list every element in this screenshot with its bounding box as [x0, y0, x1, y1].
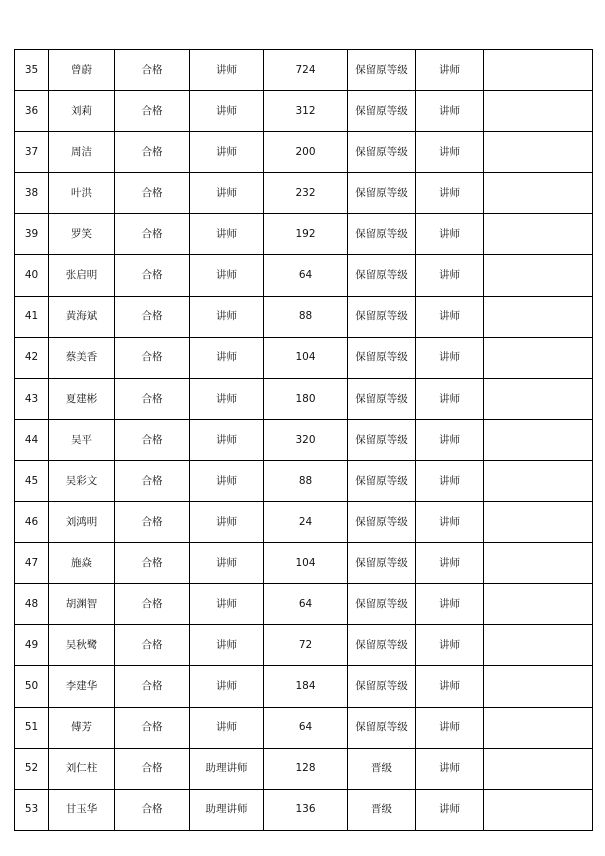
assessment-result-cell: 合格: [115, 584, 190, 625]
teacher-name-cell: 李建华: [49, 666, 115, 707]
current-title-cell: 讲师: [190, 337, 264, 378]
row-number-cell: 47: [15, 543, 49, 584]
assessment-result-cell: 合格: [115, 625, 190, 666]
remark-cell: [484, 50, 593, 91]
assessment-result-cell: 合格: [115, 296, 190, 337]
teacher-name-cell: 吴彩文: [49, 460, 115, 501]
decision-cell: 保留原等级: [348, 255, 416, 296]
decision-cell: 保留原等级: [348, 50, 416, 91]
assessment-result-cell: 合格: [115, 91, 190, 132]
assigned-level-cell: 讲师: [416, 625, 484, 666]
decision-cell: 保留原等级: [348, 625, 416, 666]
remark-cell: [484, 214, 593, 255]
table-row: [15, 173, 593, 214]
table-row: [15, 132, 593, 173]
hours-value-cell: 724: [264, 50, 348, 91]
row-number-cell: 46: [15, 502, 49, 543]
remark-cell: [484, 625, 593, 666]
remark-cell: [484, 502, 593, 543]
table-row: [15, 748, 593, 789]
hours-value-cell: 88: [264, 296, 348, 337]
remark-cell: [484, 378, 593, 419]
row-number-cell: 37: [15, 132, 49, 173]
current-title-cell: 讲师: [190, 132, 264, 173]
assessment-result-cell: 合格: [115, 666, 190, 707]
assessment-result-cell: 合格: [115, 419, 190, 460]
assessment-result-cell: 合格: [115, 748, 190, 789]
decision-cell: 保留原等级: [348, 502, 416, 543]
decision-cell: 保留原等级: [348, 460, 416, 501]
table-row: [15, 419, 593, 460]
hours-value-cell: 200: [264, 132, 348, 173]
assessment-result-cell: 合格: [115, 50, 190, 91]
table-row: [15, 789, 593, 830]
decision-cell: 保留原等级: [348, 173, 416, 214]
current-title-cell: 讲师: [190, 666, 264, 707]
row-number-cell: 44: [15, 419, 49, 460]
teacher-name-cell: 吴秋鹭: [49, 625, 115, 666]
assigned-level-cell: 讲师: [416, 173, 484, 214]
teacher-name-cell: 周洁: [49, 132, 115, 173]
decision-cell: 保留原等级: [348, 584, 416, 625]
current-title-cell: 讲师: [190, 91, 264, 132]
table-row: [15, 707, 593, 748]
table-body: [15, 50, 593, 831]
remark-cell: [484, 666, 593, 707]
row-number-cell: 50: [15, 666, 49, 707]
remark-cell: [484, 173, 593, 214]
hours-value-cell: 312: [264, 91, 348, 132]
assessment-result-cell: 合格: [115, 255, 190, 296]
table-row: [15, 296, 593, 337]
teacher-name-cell: 刘莉: [49, 91, 115, 132]
current-title-cell: 讲师: [190, 707, 264, 748]
assigned-level-cell: 讲师: [416, 748, 484, 789]
table-row: [15, 214, 593, 255]
assessment-result-cell: 合格: [115, 132, 190, 173]
hours-value-cell: 64: [264, 707, 348, 748]
hours-value-cell: 180: [264, 378, 348, 419]
remark-cell: [484, 707, 593, 748]
assessment-result-cell: 合格: [115, 543, 190, 584]
teacher-name-cell: 吴平: [49, 419, 115, 460]
decision-cell: 保留原等级: [348, 337, 416, 378]
row-number-cell: 42: [15, 337, 49, 378]
decision-cell: 保留原等级: [348, 91, 416, 132]
decision-cell: 保留原等级: [348, 378, 416, 419]
hours-value-cell: 192: [264, 214, 348, 255]
teacher-name-cell: 刘仁柱: [49, 748, 115, 789]
assigned-level-cell: 讲师: [416, 296, 484, 337]
table-row: [15, 625, 593, 666]
row-number-cell: 45: [15, 460, 49, 501]
table-row: [15, 378, 593, 419]
assigned-level-cell: 讲师: [416, 460, 484, 501]
hours-value-cell: 104: [264, 543, 348, 584]
hours-value-cell: 104: [264, 337, 348, 378]
table-row: [15, 460, 593, 501]
row-number-cell: 40: [15, 255, 49, 296]
assigned-level-cell: 讲师: [416, 789, 484, 830]
teacher-name-cell: 甘玉华: [49, 789, 115, 830]
current-title-cell: 讲师: [190, 296, 264, 337]
table-row: [15, 50, 593, 91]
hours-value-cell: 24: [264, 502, 348, 543]
table-row: [15, 543, 593, 584]
table-row: [15, 584, 593, 625]
remark-cell: [484, 337, 593, 378]
row-number-cell: 35: [15, 50, 49, 91]
assigned-level-cell: 讲师: [416, 50, 484, 91]
teacher-name-cell: 胡渊智: [49, 584, 115, 625]
remark-cell: [484, 91, 593, 132]
row-number-cell: 38: [15, 173, 49, 214]
assigned-level-cell: 讲师: [416, 502, 484, 543]
teacher-name-cell: 曾蔚: [49, 50, 115, 91]
row-number-cell: 49: [15, 625, 49, 666]
assessment-result-cell: 合格: [115, 707, 190, 748]
remark-cell: [484, 543, 593, 584]
assessment-table: [14, 49, 593, 831]
row-number-cell: 48: [15, 584, 49, 625]
decision-cell: 保留原等级: [348, 707, 416, 748]
assessment-result-cell: 合格: [115, 337, 190, 378]
row-number-cell: 53: [15, 789, 49, 830]
teacher-name-cell: 叶洪: [49, 173, 115, 214]
assigned-level-cell: 讲师: [416, 707, 484, 748]
remark-cell: [484, 748, 593, 789]
current-title-cell: 助理讲师: [190, 789, 264, 830]
assigned-level-cell: 讲师: [416, 214, 484, 255]
teacher-name-cell: 蔡美香: [49, 337, 115, 378]
teacher-name-cell: 夏建彬: [49, 378, 115, 419]
teacher-name-cell: 施焱: [49, 543, 115, 584]
table-row: [15, 255, 593, 296]
assessment-result-cell: 合格: [115, 502, 190, 543]
table-row: [15, 337, 593, 378]
table-row: [15, 666, 593, 707]
current-title-cell: 助理讲师: [190, 748, 264, 789]
remark-cell: [484, 789, 593, 830]
decision-cell: 保留原等级: [348, 132, 416, 173]
table-row: [15, 91, 593, 132]
decision-cell: 保留原等级: [348, 666, 416, 707]
current-title-cell: 讲师: [190, 378, 264, 419]
teacher-name-cell: 黄海斌: [49, 296, 115, 337]
decision-cell: 保留原等级: [348, 214, 416, 255]
decision-cell: 保留原等级: [348, 543, 416, 584]
remark-cell: [484, 255, 593, 296]
assessment-result-cell: 合格: [115, 378, 190, 419]
current-title-cell: 讲师: [190, 584, 264, 625]
assigned-level-cell: 讲师: [416, 378, 484, 419]
decision-cell: 晋级: [348, 789, 416, 830]
assigned-level-cell: 讲师: [416, 337, 484, 378]
remark-cell: [484, 132, 593, 173]
assigned-level-cell: 讲师: [416, 419, 484, 460]
assigned-level-cell: 讲师: [416, 543, 484, 584]
assessment-result-cell: 合格: [115, 460, 190, 501]
table-row: [15, 502, 593, 543]
current-title-cell: 讲师: [190, 419, 264, 460]
assigned-level-cell: 讲师: [416, 666, 484, 707]
teacher-name-cell: 张启明: [49, 255, 115, 296]
teacher-name-cell: 刘鸿明: [49, 502, 115, 543]
current-title-cell: 讲师: [190, 50, 264, 91]
assessment-result-cell: 合格: [115, 214, 190, 255]
hours-value-cell: 184: [264, 666, 348, 707]
remark-cell: [484, 460, 593, 501]
row-number-cell: 39: [15, 214, 49, 255]
hours-value-cell: 72: [264, 625, 348, 666]
row-number-cell: 43: [15, 378, 49, 419]
teacher-name-cell: 罗笑: [49, 214, 115, 255]
remark-cell: [484, 419, 593, 460]
current-title-cell: 讲师: [190, 543, 264, 584]
hours-value-cell: 136: [264, 789, 348, 830]
current-title-cell: 讲师: [190, 625, 264, 666]
decision-cell: 保留原等级: [348, 296, 416, 337]
assigned-level-cell: 讲师: [416, 255, 484, 296]
row-number-cell: 36: [15, 91, 49, 132]
remark-cell: [484, 584, 593, 625]
decision-cell: 晋级: [348, 748, 416, 789]
hours-value-cell: 64: [264, 255, 348, 296]
hours-value-cell: 64: [264, 584, 348, 625]
assigned-level-cell: 讲师: [416, 91, 484, 132]
hours-value-cell: 128: [264, 748, 348, 789]
current-title-cell: 讲师: [190, 214, 264, 255]
hours-value-cell: 320: [264, 419, 348, 460]
row-number-cell: 41: [15, 296, 49, 337]
row-number-cell: 52: [15, 748, 49, 789]
row-number-cell: 51: [15, 707, 49, 748]
assessment-result-cell: 合格: [115, 789, 190, 830]
current-title-cell: 讲师: [190, 502, 264, 543]
assessment-result-cell: 合格: [115, 173, 190, 214]
current-title-cell: 讲师: [190, 460, 264, 501]
current-title-cell: 讲师: [190, 173, 264, 214]
hours-value-cell: 232: [264, 173, 348, 214]
teacher-name-cell: 傅芳: [49, 707, 115, 748]
decision-cell: 保留原等级: [348, 419, 416, 460]
current-title-cell: 讲师: [190, 255, 264, 296]
remark-cell: [484, 296, 593, 337]
hours-value-cell: 88: [264, 460, 348, 501]
assigned-level-cell: 讲师: [416, 584, 484, 625]
assigned-level-cell: 讲师: [416, 132, 484, 173]
